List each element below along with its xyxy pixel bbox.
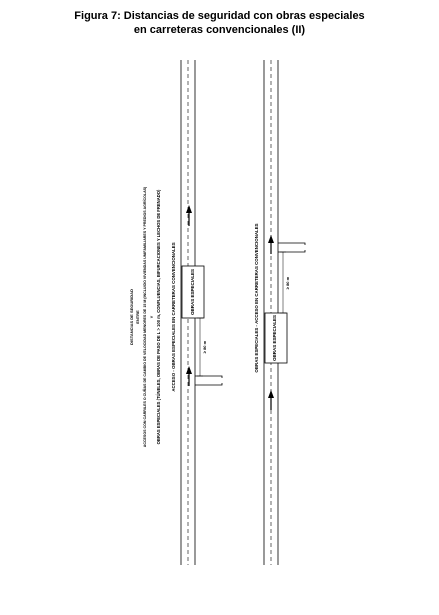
left-caption-line4: Y [149, 315, 154, 319]
left-caption-line2: ENTRE [135, 310, 140, 324]
figure-title-line1: Figura 7: Distancias de seguridad con obras especiales [74, 10, 365, 22]
left-dim-label: ≥ 80 m [202, 340, 207, 354]
right-box-label: OBRAS ESPECIALES [272, 314, 277, 362]
right-arrow-lower [268, 390, 274, 410]
left-box-label: OBRAS ESPECIALES [190, 268, 195, 316]
left-caption-line3: ACCESOS CON CARRILES O CUÑAS DE CAMBIO DE VELOCIDAD MENORES DE 15 M (INCLUIDO VIVIENDAS UNIFAMILIARES Y PREDIOS AGRÍCOLAS) [143, 186, 147, 448]
left-arrow-lower [186, 366, 192, 386]
left-access-road [195, 376, 222, 385]
right-caption: OBRAS ESPECIALES - ACCESO EN CARRETERAS CONVENCIONALES [254, 223, 259, 373]
right-arrow-upper [268, 235, 274, 254]
right-access-road [278, 243, 305, 252]
left-caption-line6: ACCESO - OBRAS ESPECIALES EN CARRETERAS CONVENCIONALES [171, 242, 176, 392]
figure-title-line2: en carreteras convencionales (II) [133, 24, 306, 36]
left-caption-line5: OBRAS ESPECIALES (TÚNELES, OBRAS DE PASO DE L > 100 m, CONFLUENCIAS, BIFURCACIONES Y LECHOS DE FRENADO) [156, 189, 161, 445]
left-arrow-upper [186, 205, 192, 226]
left-caption-line1: DISTANCIAS DE SEGURIDAD [129, 289, 134, 345]
right-dim-label: ≥ 80 m [285, 276, 290, 290]
right-road [264, 60, 278, 565]
